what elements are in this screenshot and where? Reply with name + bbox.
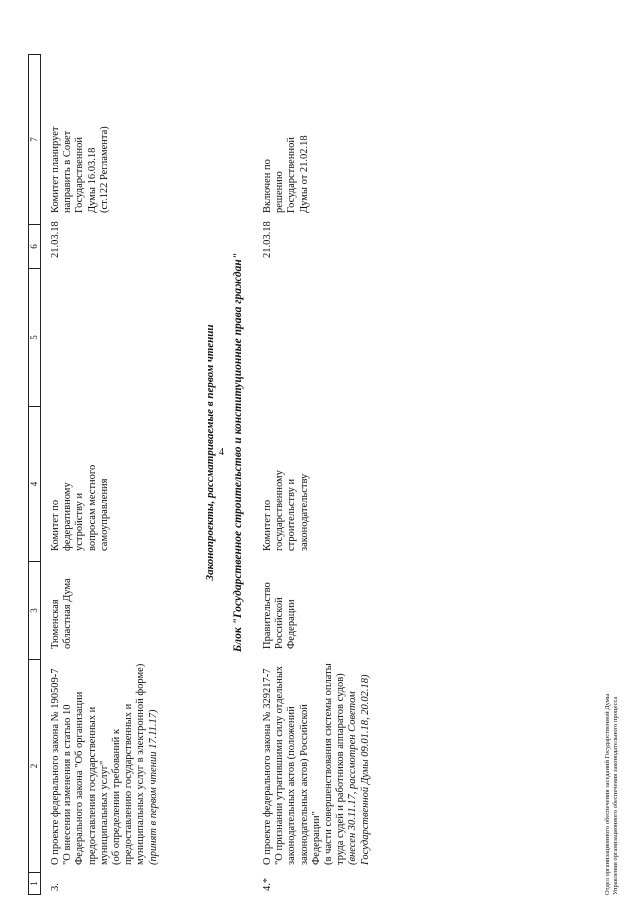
note-line: Комитет планирует xyxy=(50,126,61,213)
bill-line: предоставлению государственных и xyxy=(123,703,135,865)
note-line: (ст.122 Регламента) xyxy=(98,126,110,213)
committee-line: федеративному xyxy=(62,482,74,551)
initiator xyxy=(50,553,74,649)
initiator xyxy=(262,553,299,649)
note-line: Думы 16.03.18 xyxy=(86,147,98,213)
date: 21.03.18 xyxy=(262,221,273,258)
column-number-1: 1 xyxy=(29,873,41,895)
bill-line: "О внесении изменения в статью 10 xyxy=(62,704,74,865)
column-number-6: 6 xyxy=(29,225,41,269)
column-number-5: 5 xyxy=(29,269,41,407)
bill-line: законодательных актов) Российской xyxy=(298,704,310,865)
footer-line: Отдел организационного обеспечения заседаний Государственной Думы xyxy=(604,693,611,895)
date: 21.03.18 xyxy=(50,221,61,258)
committee-line: самоуправления xyxy=(98,478,110,551)
initiator-line: Федерации xyxy=(286,599,298,649)
bill-line: (об определении требований к xyxy=(111,728,123,865)
row-number: 3. xyxy=(50,883,61,891)
note xyxy=(262,43,311,213)
bill-description xyxy=(262,650,372,865)
note-line: Государственной xyxy=(286,137,298,213)
page-number: 4 xyxy=(219,447,224,458)
row-number: 4.* xyxy=(262,877,273,891)
committee-line: законодательству xyxy=(298,473,310,551)
footer xyxy=(604,694,620,895)
column-number-3: 3 xyxy=(29,562,41,660)
committee xyxy=(50,401,111,551)
note-line: решению xyxy=(274,171,286,213)
initiator-line: Тюменская xyxy=(50,599,61,649)
note-line: направить в Совет xyxy=(62,130,74,213)
initiator-line: Российской xyxy=(274,597,286,649)
note xyxy=(50,43,111,213)
bill-line: (внесен 30.11.17, рассмотрен Советом xyxy=(347,691,359,865)
bill-line: Государственной Думы 09.01.18, 20.02.18) xyxy=(359,674,371,865)
committee-line: государственному xyxy=(274,470,286,551)
note-line: Включен по xyxy=(262,159,273,213)
bill-line: (в части совершенствования системы оплаты xyxy=(323,663,335,865)
initiator-line: Правительство xyxy=(262,582,273,649)
bill-line: Федерации" xyxy=(310,811,322,865)
committee-line: строительству и xyxy=(286,478,298,551)
committee-line: вопросам местного xyxy=(86,464,98,551)
bill-description xyxy=(50,650,160,865)
committee-line: Комитет по xyxy=(50,499,61,551)
bill-line: "О признании утратившими силу отдельных xyxy=(274,665,286,865)
column-number-7: 7 xyxy=(29,55,41,225)
committee-line: устройству и xyxy=(74,492,86,551)
table-header-row xyxy=(29,55,41,895)
committee xyxy=(262,401,311,551)
note-line: Думы от 21.02.18 xyxy=(298,135,310,213)
footer-line: Управления организационного обеспечения законодательного процесса xyxy=(612,696,619,895)
bill-line: предоставления государственных и xyxy=(86,706,98,865)
note-line: Государственной xyxy=(74,137,86,213)
column-number-4: 4 xyxy=(29,407,41,562)
bill-line: муниципальных услуг в электронной форме) xyxy=(135,663,147,865)
bill-line: О проекте федерального закона № 190509-7 xyxy=(50,668,61,865)
column-number-2: 2 xyxy=(29,660,41,873)
bill-line: О проекте федерального закона № 329217-7 xyxy=(262,668,273,865)
bill-line: труда судей и работников аппаратов судов) xyxy=(335,673,347,865)
section-title: Законопроекты, рассматриваемые в первом чтении xyxy=(204,324,216,581)
bill-line: Федерального закона "Об организации xyxy=(74,691,86,865)
block-title: Блок "Государственное строительство и конституционные права граждан" xyxy=(232,252,244,653)
committee-line: Комитет по xyxy=(262,499,273,551)
agenda-table xyxy=(28,54,41,895)
bill-line: муниципальных услуг" xyxy=(98,760,110,865)
bill-line: (принят в первом чтении 17.11.17) xyxy=(147,709,159,865)
initiator-line: областная Дума xyxy=(62,578,74,649)
bill-line: законодательных актов (положений xyxy=(286,706,298,865)
